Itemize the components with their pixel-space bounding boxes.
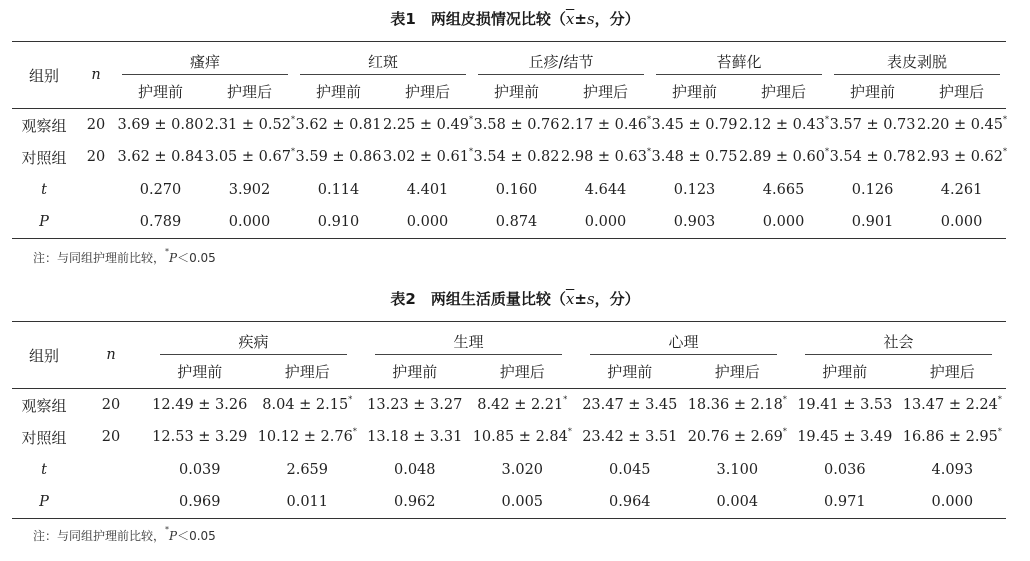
- table-cell: [205, 141, 294, 174]
- significance-marker: *: [290, 115, 295, 124]
- table-cell: [472, 109, 561, 142]
- note-text: 注：与同组护理前比较，: [33, 251, 166, 265]
- cell-value: 3.54 ± 0.78: [829, 149, 916, 166]
- category-label: 红斑: [300, 51, 466, 75]
- table-cell: [205, 109, 294, 142]
- table-row: [12, 454, 1006, 487]
- row-label: 观察组: [21, 396, 67, 415]
- table-cell: [684, 486, 792, 519]
- note-star: *: [165, 247, 170, 256]
- table-cell: [116, 206, 205, 239]
- cell-value: 12.53 ± 3.29: [152, 429, 248, 446]
- note-text: 注：与同组护理前比较，: [33, 529, 166, 543]
- table-cell: [791, 486, 899, 519]
- category-label: 表皮剥脱: [834, 51, 1000, 75]
- table-cell: [469, 421, 577, 454]
- table-cell: [739, 141, 828, 174]
- table-cell: [472, 141, 561, 174]
- caption-suffix: ，分）: [594, 10, 640, 28]
- table-cell: [561, 206, 650, 239]
- cell-value: 2.89 ± 0.60: [739, 149, 825, 166]
- cell-value: 2.98 ± 0.63: [561, 149, 647, 166]
- cell-value: 3.45 ± 0.79: [651, 117, 738, 133]
- group-header: 组别: [12, 322, 76, 389]
- cell-value: 23.42 ± 3.51: [582, 429, 678, 446]
- table-cell: [561, 141, 650, 174]
- table-cell: [899, 454, 1007, 487]
- significance-marker: *: [646, 147, 651, 157]
- cell-value: 18.36 ± 2.18: [687, 397, 783, 413]
- cell-value: 0.789: [139, 214, 182, 230]
- table-cell: [576, 421, 684, 454]
- caption-pm: ±: [574, 10, 587, 28]
- cell-value: 10.85 ± 2.84: [472, 429, 568, 446]
- table-cell: [899, 486, 1007, 519]
- cell-value: 0.903: [673, 214, 716, 230]
- table-cell: [361, 454, 469, 487]
- table-cell: [828, 206, 917, 239]
- table-cell: [650, 109, 739, 142]
- cell-value: 16.86 ± 2.95: [902, 429, 998, 446]
- table-cell: [917, 206, 1006, 239]
- after-header: 护理后: [917, 75, 1006, 109]
- significance-marker: *: [782, 427, 787, 437]
- table-row: [12, 109, 1006, 142]
- table-cell: [684, 389, 792, 422]
- category-header: [472, 42, 650, 75]
- cell-value: 0.123: [673, 181, 716, 198]
- cell-value: 3.902: [228, 181, 271, 198]
- table-cell: [254, 421, 362, 454]
- header-row: [12, 322, 1006, 355]
- cell-value: 0.901: [851, 214, 894, 230]
- table-cell: [469, 454, 577, 487]
- cell-value: 13.18 ± 3.31: [367, 429, 463, 446]
- category-header: [146, 322, 361, 355]
- table-cell: [294, 109, 383, 142]
- note-threshold: ＜0.05: [177, 529, 216, 543]
- cell-value: 3.62 ± 0.84: [117, 149, 204, 166]
- table-cell: [383, 206, 472, 239]
- before-header: 护理前: [146, 355, 254, 389]
- category-header: [116, 42, 294, 75]
- cell-value: 0.964: [609, 494, 651, 510]
- cell-value: 0.874: [495, 214, 538, 230]
- significance-marker: *: [646, 115, 651, 124]
- cell-value: 8.04 ± 2.15: [262, 397, 349, 413]
- table-cell: [828, 174, 917, 207]
- cell-value: 0.160: [495, 181, 538, 198]
- significance-marker: *: [348, 395, 353, 404]
- cell-value: 4.261: [940, 181, 983, 198]
- cell-value: 0.004: [716, 494, 759, 510]
- table-cell: [361, 486, 469, 519]
- category-label: 丘疹/结节: [478, 51, 644, 75]
- row-label: 对照组: [21, 428, 67, 447]
- cell-value: 0.962: [394, 494, 436, 510]
- table-cell: [576, 486, 684, 519]
- table-cell: [917, 174, 1006, 207]
- row-label: P: [12, 486, 76, 519]
- cell-value: 4.093: [931, 461, 974, 478]
- group-header: 组别: [12, 42, 76, 109]
- cell-value: 4.644: [584, 181, 627, 198]
- caption-text: 表2 两组生活质量比较（: [390, 290, 566, 308]
- table-row: [12, 206, 1006, 239]
- table-row: [12, 486, 1006, 519]
- after-header: 护理后: [899, 355, 1007, 389]
- cell-value: 0.000: [940, 214, 983, 230]
- category-label: 疾病: [160, 331, 347, 355]
- table-row: [12, 421, 1006, 454]
- row-n: [76, 486, 146, 519]
- row-n: 20: [86, 149, 106, 166]
- after-header: 护理后: [684, 355, 792, 389]
- table-cell: [576, 389, 684, 422]
- significance-marker: *: [563, 395, 568, 404]
- table-cell: [361, 389, 469, 422]
- significance-marker: *: [997, 395, 1002, 404]
- table-cell: [684, 454, 792, 487]
- note-threshold: ＜0.05: [177, 251, 216, 265]
- table-cell: [116, 109, 205, 142]
- table-cell: [254, 389, 362, 422]
- caption-text: 表1 两组皮损情况比较（: [390, 10, 566, 28]
- table1: [12, 41, 1006, 239]
- cell-value: 0.011: [286, 494, 329, 510]
- table1-note: [33, 249, 216, 266]
- table2-caption: [0, 288, 1030, 309]
- cell-value: 0.005: [501, 494, 544, 510]
- table-cell: [383, 141, 472, 174]
- category-label: 苔藓化: [656, 51, 822, 75]
- table-cell: [917, 141, 1006, 174]
- table-cell: [828, 109, 917, 142]
- header-row: [12, 42, 1006, 75]
- note-p: P: [169, 529, 178, 543]
- table-row: [12, 141, 1006, 174]
- category-header: [828, 42, 1006, 75]
- table-cell: [791, 454, 899, 487]
- table2-note: [33, 527, 216, 544]
- significance-marker: *: [1003, 115, 1007, 124]
- before-header: 护理前: [650, 75, 739, 109]
- after-header: 护理后: [254, 355, 362, 389]
- cell-value: 0.048: [394, 461, 436, 478]
- cell-value: 2.659: [286, 461, 329, 478]
- table-cell: [361, 421, 469, 454]
- table-cell: [116, 174, 205, 207]
- cell-value: 2.17 ± 0.46: [561, 117, 647, 133]
- cell-value: 2.25 ± 0.49: [383, 117, 469, 133]
- cell-value: 13.47 ± 2.24: [902, 397, 998, 413]
- table-cell: [146, 454, 254, 487]
- cell-value: 0.270: [139, 181, 182, 198]
- subheader-row: [12, 75, 1006, 109]
- significance-marker: *: [468, 115, 473, 124]
- table-cell: [116, 141, 205, 174]
- cell-value: 0.045: [609, 461, 651, 478]
- table-cell: [472, 174, 561, 207]
- table-cell: [469, 486, 577, 519]
- table-cell: [294, 206, 383, 239]
- table-row: [12, 389, 1006, 422]
- row-n: [76, 174, 116, 207]
- cell-value: 4.401: [406, 181, 449, 198]
- row-n: [76, 454, 146, 487]
- category-header: [576, 322, 791, 355]
- significance-marker: *: [824, 147, 829, 157]
- table-cell: [684, 421, 792, 454]
- after-header: 护理后: [469, 355, 577, 389]
- cell-value: 12.49 ± 3.26: [152, 397, 248, 413]
- cell-value: 0.910: [317, 214, 360, 230]
- significance-marker: *: [290, 147, 295, 157]
- table-cell: [561, 174, 650, 207]
- row-label: P: [12, 206, 76, 239]
- cell-value: 3.020: [501, 461, 544, 478]
- cell-value: 3.69 ± 0.80: [117, 117, 204, 133]
- table-cell: [650, 206, 739, 239]
- cell-value: 2.12 ± 0.43: [739, 117, 825, 133]
- n-header: n: [76, 322, 146, 389]
- row-n: 20: [101, 397, 121, 413]
- before-header: 护理前: [294, 75, 383, 109]
- table-cell: [146, 389, 254, 422]
- table-cell: [205, 206, 294, 239]
- n-header: n: [76, 42, 116, 109]
- significance-marker: *: [567, 427, 572, 437]
- significance-marker: *: [468, 147, 473, 157]
- cell-value: 8.42 ± 2.21: [477, 397, 564, 413]
- cell-value: 0.000: [762, 214, 805, 230]
- table-cell: [472, 206, 561, 239]
- row-label: t: [41, 181, 47, 198]
- table2: [12, 321, 1006, 519]
- row-n: [76, 206, 116, 239]
- significance-marker: *: [1003, 147, 1007, 157]
- cell-value: 13.23 ± 3.27: [367, 397, 463, 413]
- table-cell: [205, 174, 294, 207]
- before-header: 护理前: [472, 75, 561, 109]
- after-header: 护理后: [739, 75, 828, 109]
- cell-value: 0.039: [178, 461, 221, 478]
- table-cell: [294, 174, 383, 207]
- after-header: 护理后: [205, 75, 294, 109]
- cell-value: 2.93 ± 0.62: [917, 149, 1003, 166]
- row-label: 对照组: [21, 148, 67, 167]
- cell-value: 20.76 ± 2.69: [687, 429, 783, 446]
- table1-caption: [0, 8, 1030, 29]
- cell-value: 0.969: [178, 494, 221, 510]
- category-header: [361, 322, 576, 355]
- cell-value: 3.100: [716, 461, 759, 478]
- cell-value: 0.000: [406, 214, 449, 230]
- cell-value: 2.31 ± 0.52: [205, 117, 291, 133]
- table-cell: [739, 206, 828, 239]
- significance-marker: *: [997, 427, 1002, 437]
- cell-value: 3.54 ± 0.82: [473, 149, 560, 166]
- cell-value: 3.05 ± 0.67: [205, 149, 291, 166]
- before-header: 护理前: [828, 75, 917, 109]
- table-cell: [899, 421, 1007, 454]
- before-header: 护理前: [361, 355, 469, 389]
- cell-value: 0.000: [228, 214, 271, 230]
- after-header: 护理后: [383, 75, 472, 109]
- cell-value: 0.126: [851, 181, 894, 198]
- cell-value: 4.665: [762, 181, 805, 198]
- cell-value: 19.41 ± 3.53: [797, 397, 893, 413]
- subheader-row: [12, 355, 1006, 389]
- table-cell: [650, 174, 739, 207]
- caption-mean-symbol: $\overline{x}$: [565, 10, 575, 28]
- caption-mean-symbol: $\overline{x}$: [565, 290, 575, 308]
- before-header: 护理前: [791, 355, 899, 389]
- cell-value: 3.62 ± 0.81: [295, 117, 382, 133]
- table-cell: [254, 486, 362, 519]
- cell-value: 0.971: [824, 494, 866, 510]
- cell-value: 2.20 ± 0.45: [917, 117, 1003, 133]
- table-cell: [650, 141, 739, 174]
- cell-value: 0.000: [584, 214, 627, 230]
- cell-value: 3.02 ± 0.61: [383, 149, 469, 166]
- cell-value: 3.48 ± 0.75: [651, 149, 738, 166]
- table-cell: [791, 389, 899, 422]
- category-label: 生理: [375, 331, 562, 355]
- table-cell: [917, 109, 1006, 142]
- table-cell: [899, 389, 1007, 422]
- table-cell: [294, 141, 383, 174]
- category-label: 社会: [805, 331, 992, 355]
- table-cell: [791, 421, 899, 454]
- table-row: [12, 174, 1006, 207]
- table-cell: [739, 174, 828, 207]
- table-cell: [383, 109, 472, 142]
- caption-suffix: ，分）: [594, 290, 640, 308]
- row-label: t: [41, 461, 47, 478]
- table-cell: [561, 109, 650, 142]
- table-cell: [576, 454, 684, 487]
- table-cell: [146, 421, 254, 454]
- cell-value: 3.57 ± 0.73: [829, 117, 916, 133]
- table-cell: [739, 109, 828, 142]
- table-cell: [383, 174, 472, 207]
- cell-value: 19.45 ± 3.49: [797, 429, 893, 446]
- row-n: 20: [101, 429, 121, 446]
- caption-pm: ±: [574, 290, 587, 308]
- caption-sd-symbol: s: [586, 10, 595, 28]
- cell-value: 3.59 ± 0.86: [295, 149, 382, 166]
- cell-value: 0.000: [931, 494, 974, 510]
- significance-marker: *: [824, 115, 829, 124]
- table-cell: [254, 454, 362, 487]
- table-cell: [828, 141, 917, 174]
- row-label: 观察组: [21, 116, 67, 135]
- before-header: 护理前: [116, 75, 205, 109]
- row-n: 20: [86, 117, 106, 133]
- category-label: 心理: [590, 331, 777, 355]
- note-p: P: [169, 251, 178, 265]
- cell-value: 0.114: [317, 181, 360, 198]
- category-label: 瘙痒: [122, 51, 288, 75]
- table-cell: [469, 389, 577, 422]
- cell-value: 10.12 ± 2.76: [257, 429, 353, 446]
- table-cell: [146, 486, 254, 519]
- category-header: [294, 42, 472, 75]
- before-header: 护理前: [576, 355, 684, 389]
- category-header: [650, 42, 828, 75]
- category-header: [791, 322, 1006, 355]
- significance-marker: *: [352, 427, 357, 437]
- note-star: *: [165, 525, 170, 534]
- cell-value: 23.47 ± 3.45: [582, 397, 678, 413]
- cell-value: 3.58 ± 0.76: [473, 117, 560, 133]
- after-header: 护理后: [561, 75, 650, 109]
- significance-marker: *: [782, 395, 787, 404]
- cell-value: 0.036: [824, 461, 866, 478]
- caption-sd-symbol: s: [586, 290, 595, 308]
